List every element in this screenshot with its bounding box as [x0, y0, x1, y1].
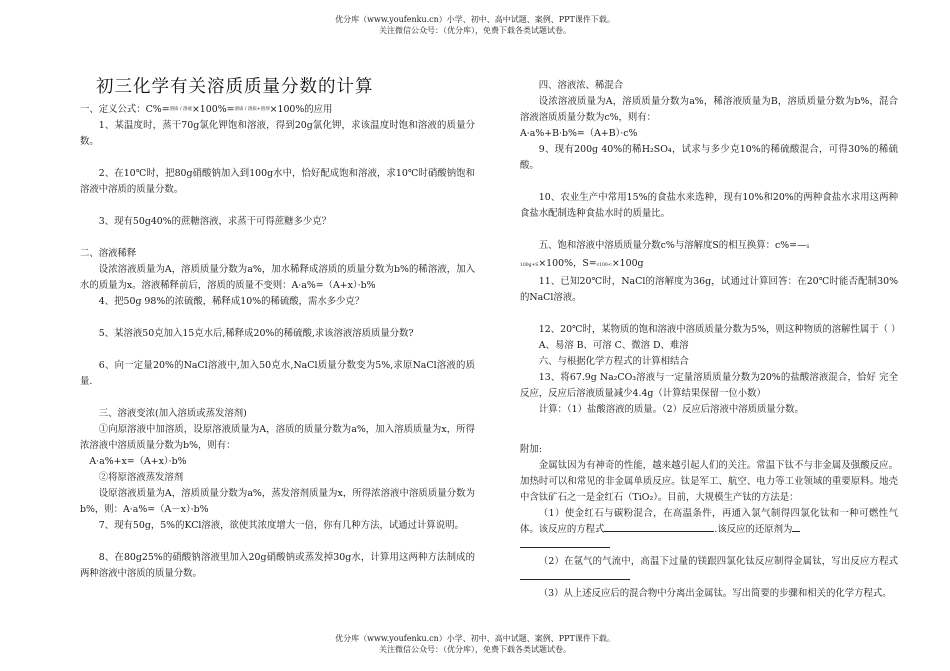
answer-blank[interactable]: [520, 547, 610, 548]
left-column: [80, 76, 475, 582]
section-2-body: 设浓溶液质量为A，溶质质量分数为a%，加水稀释成溶质的质量分数为b%的稀溶液，加入水的质量为x。溶液稀释前后，溶质的质量不变则：A·a%=（A+x）·b%: [80, 264, 475, 291]
answer-blank[interactable]: [604, 531, 714, 532]
formula-part: ×100g: [611, 258, 644, 269]
page-footer: [0, 633, 950, 655]
section-5-heading: [520, 238, 898, 256]
formula-fraction: 溶质 / 溶质+溶剂: [234, 107, 270, 112]
question-9: 9、现有200g 40%的稀H₂SO₄，试求与多少克10%的稀硫酸混合，可得30%的稀硫酸。: [520, 144, 898, 171]
question-3: 3、现有50g40%的蔗糖溶液，求蒸干可得蔗糖多少克？: [98, 216, 332, 227]
question-4: 4、把50g 98%的浓硫酸，稀释成10%的稀硫酸，需水多少克？: [98, 296, 365, 307]
section-4-formula: A·a%+B·b%=（A+B）·c%: [520, 128, 638, 139]
question-1: 1、某温度时，蒸干70g氯化钾饱和溶液，得到20g氯化钾，求该温度时饱和溶液的质量分数。: [80, 120, 475, 147]
question-13: 13、将67.9g Na₂CO₃溶液与一定量溶质质量分数为20%的盐酸溶液混合，恰好 完全反应，反应后溶液质量减少4.4g（计算结果保留一位小数）: [520, 372, 898, 399]
section-6-heading: 六、与根据化学方程式的计算相结合: [538, 356, 689, 367]
question-7: 7、现有50g，5%的KCl溶液，欲使其浓度增大一倍，你有几种方法，试通过计算说明。: [98, 520, 464, 531]
question-8: 8、在80g25%的硝酸钠溶液里加入20g硝酸钠或蒸发掉30g水，计算用这两种方法制成的两种溶液中溶质的质量分数。: [80, 552, 475, 579]
formula-part: ×100%=: [191, 104, 235, 115]
answer-blank[interactable]: [520, 579, 630, 580]
section-3-heading: 三、溶液变浓(加入溶质或蒸发溶剂): [98, 408, 247, 419]
section-3-formula-a: A·a%+x=（A+x）·b%: [89, 456, 187, 467]
formula-small: 100g+S: [520, 263, 539, 268]
section-3-part-b: ②将原溶液蒸发溶剂: [98, 472, 184, 483]
formula-part: 五、饱和溶液中溶质质量分数c%与溶解度S的相互换算：c%=—: [538, 240, 807, 251]
appendix-text: （1）使金红石与碳粉混合，在高温条件，再通入氯气制得四氯化钛和一种可燃性气体。该反应的方程式: [520, 508, 898, 535]
question-11: 11、已知20℃时，NaCl的溶解度为36g，试通过计算回答：在20℃时能否配制30%的NaCl溶液。: [520, 276, 898, 303]
question-5: 5、某溶液50克加入15克水后,稀释成20%的稀硫酸,求该溶液溶质质量分数?: [98, 328, 414, 339]
formula-small: S: [806, 245, 810, 250]
document-title: 初三化学有关溶质质量分数的计算: [96, 77, 374, 97]
section-4-body: 设浓溶液质量为A，溶质质量分数为a%，稀溶液质量为B，溶质质量分数为b%，混合溶液溶质质量分数为c%，则有：: [520, 96, 898, 123]
appendix-part-1: [520, 506, 898, 538]
page-header: [0, 14, 950, 36]
section-2-heading: 二、溶液稀释: [80, 248, 137, 259]
section-3-part-a: ①向原溶液中加溶质，设原溶液质量为A，溶质的质量分数为a%，加入溶质质量为x，所得浓溶液中溶质质量分数为b%，则有：: [80, 424, 475, 451]
header-line-1: 优分库（www.youfenku.cn）小学、初中、高中试题、案例、PPT课件下载。: [335, 15, 615, 24]
footer-line-2: 关注微信公众号：（优分库），免费下载各类试题试卷。: [379, 645, 571, 654]
formula-part: ×100%的应用: [269, 104, 333, 115]
section-4-heading: 四、溶液浓、稀混合: [538, 80, 624, 91]
question-12: 12、20℃时，某物质的饱和溶液中溶质质量分数为5%，则这种物质的溶解性属于（ ）: [538, 324, 901, 335]
appendix-text: .该反应的还原剂为: [714, 524, 793, 535]
formula-part: ×100%，S=: [538, 258, 597, 269]
appendix-body: 金属钛因为有神奇的性能，越来越引起人们的关注。常温下钛不与非金属及强酸反应。加热时可以和常见的非金属单质反应。钛是军工、航空、电力等工业领域的重要原料。地壳中含钛矿石之一是金红石（TiO₂）。目前，大规模生产钛的方法是：: [520, 460, 898, 503]
footer-line-1: 优分库（www.youfenku.cn）小学、初中、高中试题、案例、PPT课件下载。: [335, 634, 615, 643]
formula-part: 一、定义公式：C%=: [80, 104, 170, 115]
answer-line: [520, 538, 898, 554]
question-12-options: A、易溶 B、可溶 C、微溶 D、难溶: [538, 340, 689, 351]
header-line-2: 关注微信公众号：（优分库），免费下载各类试题试卷。: [379, 26, 571, 35]
question-10: 10、农业生产中常用15%的食盐水来选种，现有10%和20%的两种食盐水求用这两种食盐水配制选种食盐水时的质量比。: [520, 192, 898, 219]
formula-small: 100-c: [599, 263, 612, 268]
question-6: 6、向一定量20%的NaCl溶液中,加入50克水,NaCl质量分数变为5%,求原NaCl溶液的质量.: [80, 360, 475, 387]
appendix-heading: 附加:: [520, 444, 542, 455]
question-2: 2、在10℃时，把80g硝酸钠加入到100g水中，恰好配成饱和溶液，求10℃时硝酸钠饱和溶液中溶质的质量分数。: [80, 168, 475, 195]
right-column: [520, 78, 901, 602]
formula-small: c: [596, 263, 600, 268]
answer-blank[interactable]: [792, 531, 800, 532]
question-13-calc: 计算：（1）盐酸溶液的质量。（2）反应后溶液中溶质质量分数。: [538, 404, 804, 415]
appendix-text: （2）在氩气的气流中，高温下过量的镁跟四氯化钛反应制得金属钛，写出反应方程式: [538, 556, 898, 567]
appendix-part-2: [520, 554, 898, 586]
formula-fraction: 溶质 / 溶液: [169, 107, 192, 112]
section-3-body-b: 设原溶液质量为A，溶质质量分数为a%，蒸发溶剂质量为x，所得浓溶液中溶质质量分数为b%，则：A·a%=（A－x）·b%: [80, 488, 475, 515]
section-5-formula: [520, 256, 898, 274]
section-1-heading: [80, 102, 475, 118]
appendix-part-3: （3）从上述反应后的混合物中分离出金属钛。写出简要的步骤和相关的化学方程式。: [538, 588, 892, 599]
